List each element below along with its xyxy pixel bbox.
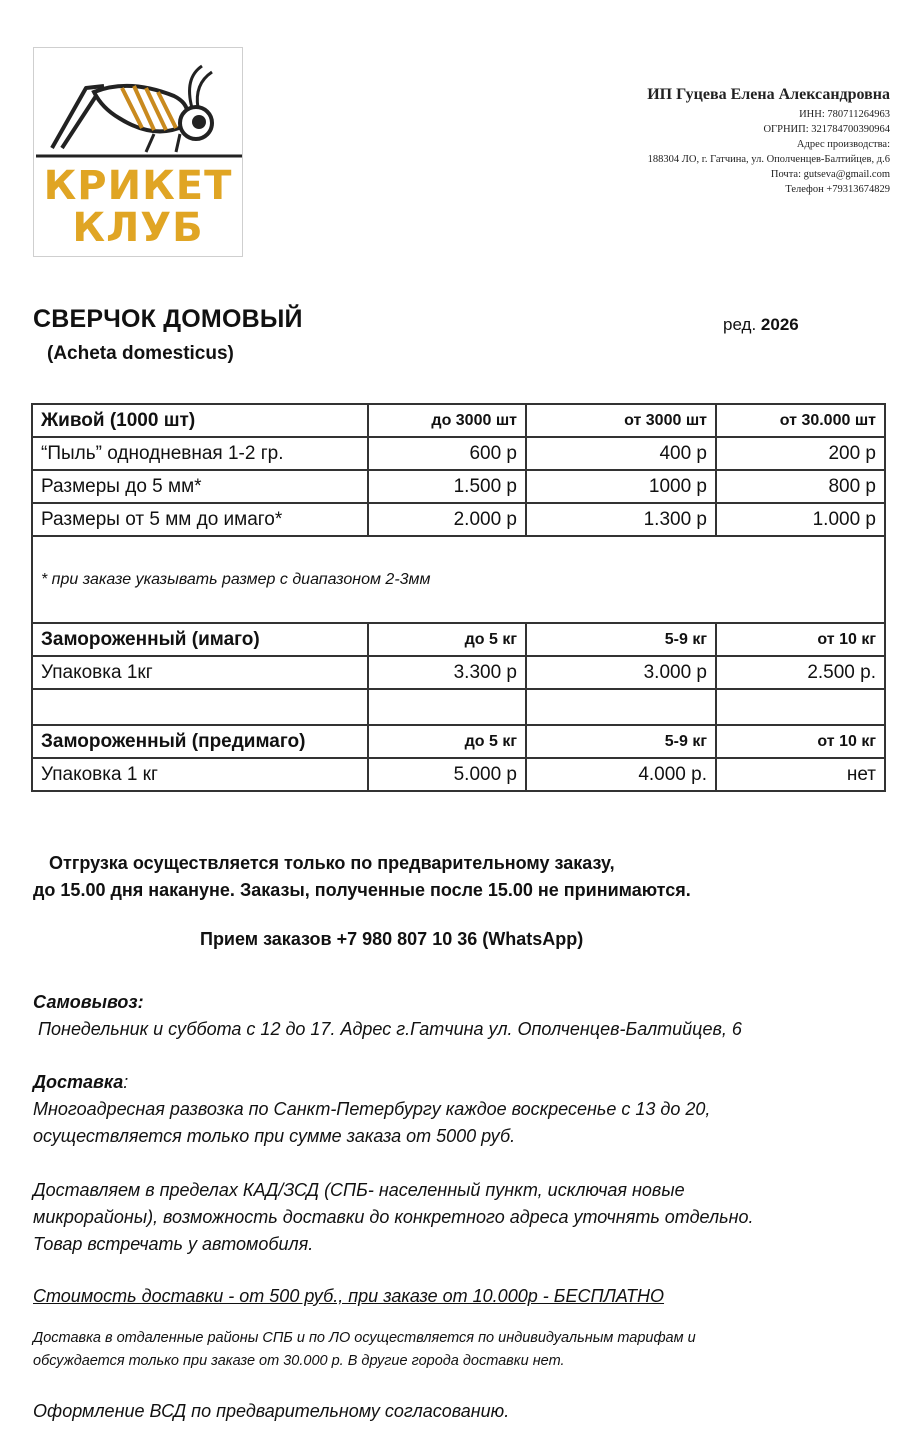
price-cell: 1.300 р xyxy=(526,503,716,536)
column-header: 5-9 кг xyxy=(526,725,716,758)
vsd-note: Оформление ВСД по предварительному согласованию. xyxy=(33,1401,510,1421)
logo xyxy=(33,47,243,257)
table-row xyxy=(32,470,885,503)
edition-year: 2026 xyxy=(760,315,799,334)
company-inn: ИНН: 780711264963 xyxy=(799,109,890,120)
row-label: Упаковка 1кг xyxy=(32,656,368,689)
row-label: Упаковка 1 кг xyxy=(32,758,368,791)
column-header: от 3000 шт xyxy=(526,404,716,437)
company-name: ИП Гуцева Елена Александровна xyxy=(647,86,890,103)
empty-cell xyxy=(716,689,885,725)
price-cell: 3.000 р xyxy=(526,656,716,689)
table-row xyxy=(32,503,885,536)
column-header: от 10 кг xyxy=(716,725,885,758)
price-cell: 400 р xyxy=(526,437,716,470)
delivery-heading-text: Доставка xyxy=(33,1072,124,1092)
table-row xyxy=(32,437,885,470)
logo-text-line2: КЛУБ xyxy=(72,205,204,251)
row-label: Размеры до 5 мм* xyxy=(32,470,368,503)
delivery-heading-suffix: : xyxy=(123,1072,129,1092)
row-label: “Пыль” однодневная 1-2 гр. xyxy=(32,437,368,470)
table-row xyxy=(32,623,885,656)
empty-cell xyxy=(526,689,716,725)
logo-text-line1: КРИКЕТ xyxy=(43,163,233,209)
table-row xyxy=(32,656,885,689)
table-row xyxy=(32,404,885,437)
shipping-line1: Отгрузка осуществляется только по предварительному заказу, xyxy=(49,853,615,873)
price-cell: 600 р xyxy=(368,437,526,470)
page-title: СВЕРЧОК ДОМОВЫЙ xyxy=(33,305,303,333)
empty-cell xyxy=(368,689,526,725)
price-cell: 2.500 р. xyxy=(716,656,885,689)
cricket-icon xyxy=(34,48,244,168)
column-header: от 30.000 шт xyxy=(716,404,885,437)
size-note: * при заказе указывать размер с диапазоном 2-3мм xyxy=(32,536,885,623)
price-cell: 2.000 р xyxy=(368,503,526,536)
column-header: до 5 кг xyxy=(368,725,526,758)
delivery-paragraph-2 xyxy=(33,1177,893,1258)
price-table xyxy=(31,403,886,792)
shipping-line2: до 15.00 дня накануне. Заказы, полученные после 15.00 не принимаются. xyxy=(33,880,691,900)
delivery-p2-line2: микрорайоны), возможность доставки до конкретного адреса уточнять отдельно. xyxy=(33,1207,754,1227)
company-ogrnip: ОГРНИП: 321784700390964 xyxy=(763,124,890,135)
price-cell: 3.300 р xyxy=(368,656,526,689)
price-cell: 800 р xyxy=(716,470,885,503)
column-header: до 3000 шт xyxy=(368,404,526,437)
price-cell: 5.000 р xyxy=(368,758,526,791)
pickup-text: Понедельник и суббота с 12 до 17. Адрес г.Гатчина ул. Ополченцев-Балтийцев, 6 xyxy=(38,1019,742,1039)
price-cell: 4.000 р. xyxy=(526,758,716,791)
table-row xyxy=(32,536,885,623)
price-cell: нет xyxy=(716,758,885,791)
company-address: 188304 ЛО, г. Гатчина, ул. Ополченцев-Балтийцев, д.6 xyxy=(647,154,890,165)
delivery-p2-line3: Товар встречать у автомобиля. xyxy=(33,1234,314,1254)
column-header: до 5 кг xyxy=(368,623,526,656)
table-row xyxy=(32,689,885,725)
delivery-remote-line1: Доставка в отдаленные районы СПБ и по ЛО осуществляется по индивидуальным тарифам и xyxy=(33,1330,696,1346)
pickup-heading: Самовывоз: xyxy=(33,992,144,1012)
delivery-p1-line1: Многоадресная развозка по Санкт-Петербургу каждое воскресенье с 13 до 20, xyxy=(33,1099,711,1119)
row-label: Размеры от 5 мм до имаго* xyxy=(32,503,368,536)
frozen-adult-title: Замороженный (имаго) xyxy=(32,623,368,656)
company-info xyxy=(530,86,890,197)
column-header: 5-9 кг xyxy=(526,623,716,656)
latin-name: (Acheta domesticus) xyxy=(47,343,234,364)
edition xyxy=(723,315,799,335)
delivery-cost: Стоимость доставки - от 500 руб., при заказе от 10.000р - БЕСПЛАТНО xyxy=(33,1286,665,1306)
live-section-title: Живой (1000 шт) xyxy=(32,404,368,437)
edition-prefix: ред. xyxy=(723,315,757,334)
column-header: от 10 кг xyxy=(716,623,885,656)
delivery-heading xyxy=(33,1072,128,1093)
price-cell: 1.500 р xyxy=(368,470,526,503)
delivery-paragraph-1 xyxy=(33,1096,893,1150)
table-row xyxy=(32,725,885,758)
price-cell: 1.000 р xyxy=(716,503,885,536)
shipping-notice xyxy=(33,850,893,904)
delivery-p1-line2: осуществляется только при сумме заказа от 5000 руб. xyxy=(33,1126,516,1146)
frozen-preadult-title: Замороженный (предимаго) xyxy=(32,725,368,758)
table-row xyxy=(32,758,885,791)
orders-phone: Прием заказов +7 980 807 10 36 (WhatsApp) xyxy=(200,929,584,949)
empty-cell xyxy=(32,689,368,725)
price-cell: 200 р xyxy=(716,437,885,470)
price-cell: 1000 р xyxy=(526,470,716,503)
company-phone: Телефон +79313674829 xyxy=(785,184,890,195)
company-address-label: Адрес производства: xyxy=(796,139,890,150)
company-email: Почта: gutseva@gmail.com xyxy=(770,169,890,180)
delivery-remote-line2: обсуждается только при заказе от 30.000 р. В другие города доставки нет. xyxy=(33,1353,565,1369)
delivery-p2-line1: Доставляем в пределах КАД/ЗСД (СПБ- населенный пункт, исключая новые xyxy=(33,1180,685,1200)
delivery-remote xyxy=(33,1327,893,1373)
